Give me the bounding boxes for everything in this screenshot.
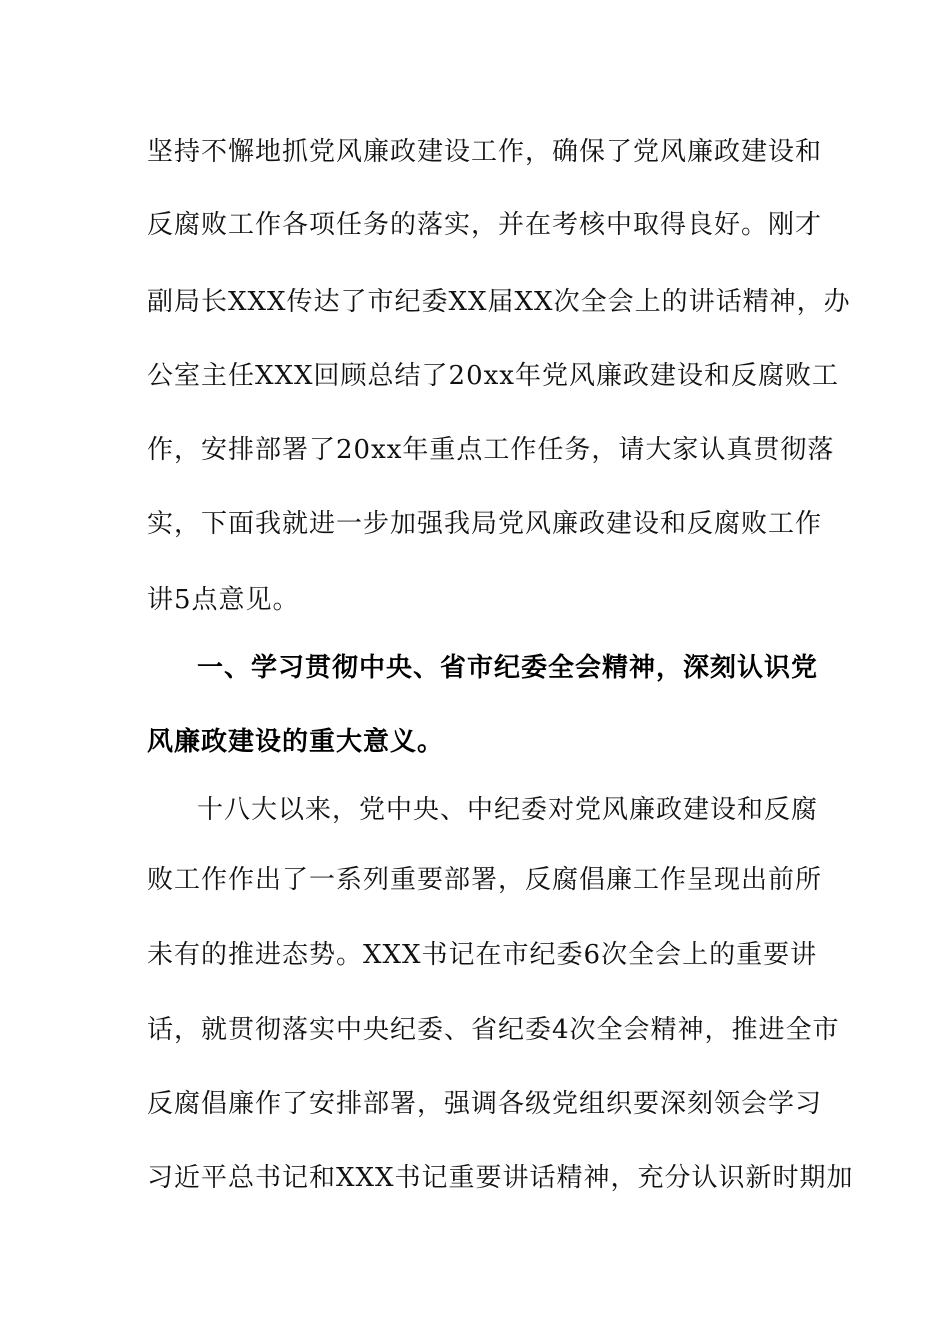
paragraph-line: 副局长XXX传达了市纪委XX届XX次全会上的讲话精神，办 [147,287,851,317]
paragraph-line: 作，安排部署了20xx年重点工作任务，请大家认真贯彻落 [147,435,835,465]
paragraph-line: 习近平总书记和XXX书记重要讲话精神，充分认识新时期加 [147,1163,854,1193]
paragraph-line: 实，下面我就进一步加强我局党风廉政建设和反腐败工作 [147,509,823,539]
paragraph-line: 败工作作出了一系列重要部署，反腐倡廉工作呈现出前所 [147,865,823,895]
paragraph-line: 未有的推进态势。XXX书记在市纪委6次全会上的重要讲 [147,940,818,970]
paragraph-line: 公室主任XXX回顾总结了20xx年党风廉政建设和反腐败工 [147,361,839,391]
section-heading-line: 一、学习贯彻中央、省市纪委全会精神，深刻认识党 [197,653,819,683]
paragraph-line: 讲5点意见。 [147,585,300,615]
paragraph-line: 反腐败工作各项任务的落实，并在考核中取得良好。刚才 [147,210,823,240]
paragraph-line: 坚持不懈地抓党风廉政建设工作，确保了党风廉政建设和 [147,137,823,167]
section-heading-line: 风廉政建设的重大意义。 [147,727,445,757]
paragraph-line: 反腐倡廉作了安排部署，强调各级党组织要深刻领会学习 [147,1089,823,1119]
paragraph-line: 十八大以来，党中央、中纪委对党风廉政建设和反腐 [197,795,819,825]
paragraph-line: 话，就贯彻落实中央纪委、省纪委4次全会精神，推进全市 [147,1015,840,1045]
